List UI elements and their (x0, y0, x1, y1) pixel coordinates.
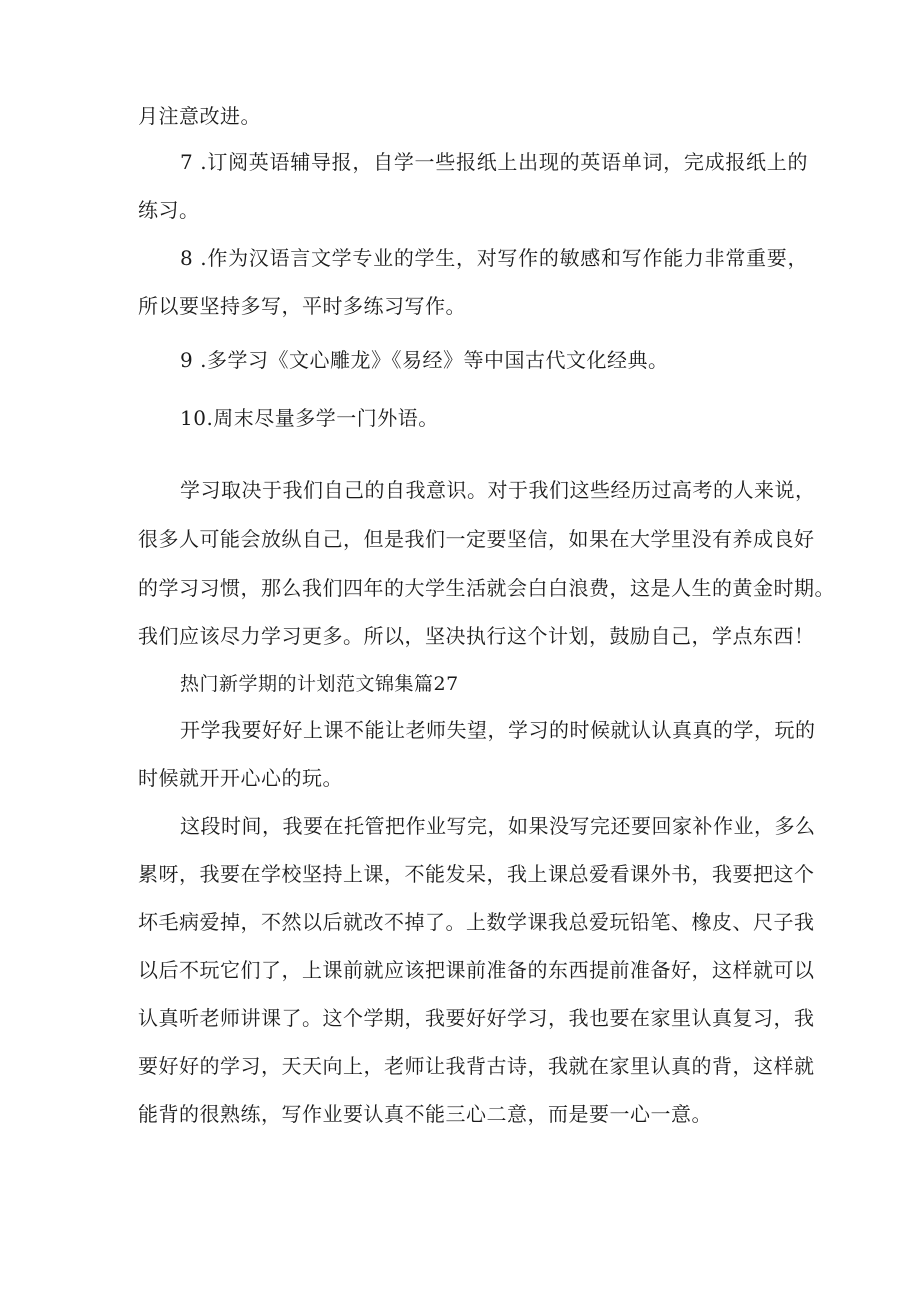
paragraph-line: 我们应该尽力学习更多。所以，坚决执行这个计划，鼓励自己，学点东西！ (138, 624, 815, 648)
list-item-7: 7 .订阅英语辅导报，自学一些报纸上出现的英语单词，完成报纸上的 (180, 150, 808, 174)
list-item-8: 8 .作为汉语言文学专业的学生，对写作的敏感和写作能力非常重要， (180, 246, 808, 270)
section-heading: 热门新学期的计划范文锦集篇27 (180, 673, 459, 695)
list-item-9: 9 .多学习《文心雕龙》《易经》等中国古代文化经典。 (180, 348, 669, 372)
paragraph-line: 累呀，我要在学校坚持上课，不能发呆，我上课总爱看课外书，我要把这个 (138, 862, 815, 886)
paragraph-line: 的学习习惯，那么我们四年的大学生活就会白白浪费，这是人生的黄金时期。 (138, 576, 835, 600)
paragraph-line: 开学我要好好上课不能让老师失望，学习的时候就认认真真的学，玩的 (180, 718, 816, 742)
paragraph-line: 很多人可能会放纵自己，但是我们一定要坚信，如果在大学里没有养成良好 (138, 527, 815, 551)
paragraph-line: 能背的很熟练，写作业要认真不能三心二意，而是要一心一意。 (138, 1102, 712, 1126)
paragraph-line: 学习取决于我们自己的自我意识。对于我们这些经历过高考的人来说， (180, 478, 816, 502)
text-line: 练习。 (138, 198, 200, 222)
paragraph-line: 时候就开开心心的玩。 (138, 766, 343, 790)
paragraph-line: 以后不玩它们了，上课前就应该把课前准备的东西提前准备好，这样就可以 (138, 958, 815, 982)
paragraph-line: 坏毛病爱掉，不然以后就改不掉了。上数学课我总爱玩铅笔、橡皮、尺子我 (138, 910, 815, 934)
paragraph-line: 要好好的学习，天天向上，老师让我背古诗，我就在家里认真的背，这样就 (138, 1054, 815, 1078)
paragraph-line: 认真听老师讲课了。这个学期，我要好好学习，我也要在家里认真复习，我 (138, 1006, 815, 1030)
text-line: 所以要坚持多写，平时多练习写作。 (138, 294, 466, 318)
paragraph-line: 这段时间，我要在托管把作业写完，如果没写完还要回家补作业，多么 (180, 814, 816, 838)
text-line: 月注意改进。 (138, 104, 261, 128)
list-item-10: 10.周末尽量多学一门外语。 (180, 406, 439, 430)
